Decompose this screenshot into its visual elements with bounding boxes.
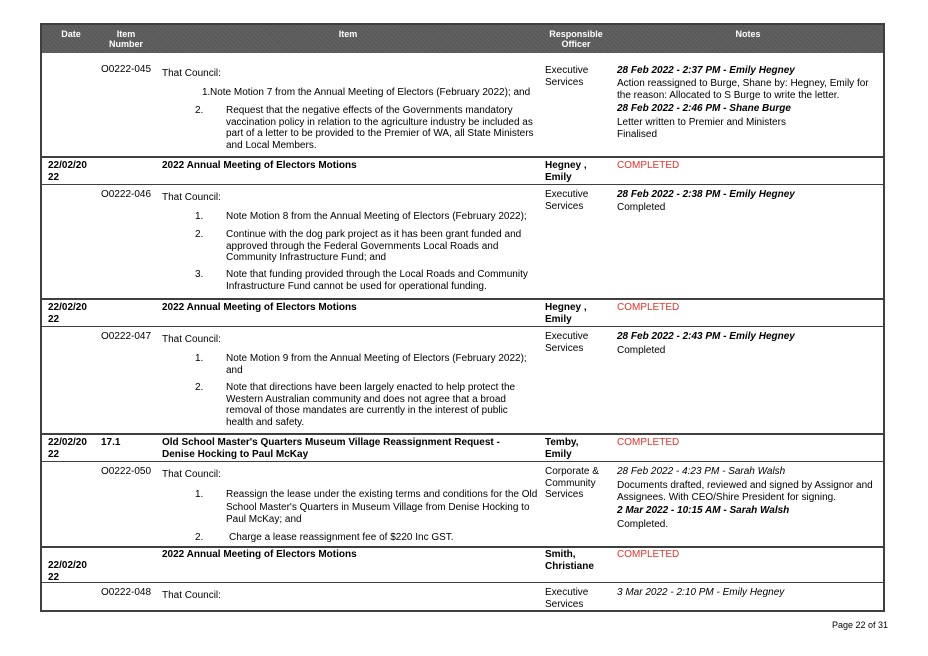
list-item: Note Motion 8 from the Annual Meeting of Electors (February 2022); <box>226 211 527 222</box>
header-date: Date <box>61 29 81 39</box>
row-date: 22/02/20 22 <box>48 437 87 460</box>
responsible-officer: Executive Services <box>545 189 589 212</box>
row-divider <box>42 326 883 327</box>
item-number: O0222-047 <box>101 331 152 342</box>
list-item: Continue with the dog park project as it has been grant funded and approved through the Federal Governments Local Roads and Community Infrastructure Fund; and <box>226 229 522 263</box>
agenda-title: 2022 Annual Meeting of Electors Motions <box>162 160 357 171</box>
row-divider <box>42 298 883 300</box>
row-divider <box>42 546 883 548</box>
responsible-officer: Corporate & Community Services <box>545 466 599 500</box>
responsible-officer: Temby, Emily <box>545 437 579 460</box>
note-heading: 28 Feb 2022 - 2:38 PM - Emily Hegney <box>617 189 795 200</box>
header-item: Item <box>338 29 358 39</box>
item-number: O0222-045 <box>101 64 152 75</box>
council-label: That Council: <box>162 469 221 480</box>
council-label: That Council: <box>162 590 221 601</box>
status-badge: COMPLETED <box>617 549 680 560</box>
row-date: 22/02/20 22 <box>48 560 87 583</box>
council-label: That Council: <box>162 334 221 345</box>
item-number: O0222-048 <box>101 587 152 598</box>
list-item: Request that the negative effects of the Governments mandatory vaccination policy in relation to the agriculture industry be included as part of a letter to be provided to the Premier of WA, all State Ministers and Local Members. <box>226 105 534 151</box>
row-date: 22/02/20 22 <box>48 302 87 325</box>
list-number: 1. <box>195 211 204 222</box>
council-label: That Council: <box>162 68 221 79</box>
note-heading: 2 Mar 2022 - 10:15 AM - Sarah Walsh <box>617 505 790 516</box>
responsible-officer: Hegney , Emily <box>545 302 587 325</box>
note-body: Finalised <box>617 129 658 140</box>
list-number: 2. <box>195 532 204 543</box>
note-heading: 3 Mar 2022 - 2:10 PM - Emily Hegney <box>617 587 785 598</box>
list-number: 2. <box>195 105 204 116</box>
list-item: Note Motion 9 from the Annual Meeting of Electors (February 2022); and <box>226 353 527 376</box>
action-table <box>40 23 885 612</box>
agenda-title: Old School Master's Quarters Museum Village Reassignment Request - Denise Hocking to Paul McKay <box>162 437 500 460</box>
list-number: 1. <box>195 353 204 364</box>
item-number: O0222-046 <box>101 189 152 200</box>
row-divider <box>42 582 883 583</box>
council-label: That Council: <box>162 192 221 203</box>
note-body: Documents drafted, reviewed and signed by Assignor and Assignees. With CEO/Shire President for signing. <box>617 480 873 503</box>
responsible-officer: Executive Services <box>545 587 589 610</box>
row-date: 22/02/20 22 <box>48 160 87 183</box>
list-item: Reassign the lease under the existing terms and conditions for the Old School Master's Quarters in Museum Village from Denise Hocking to Paul McKay; and <box>226 489 538 525</box>
header-item-number: Item Number <box>108 29 143 49</box>
note-heading: 28 Feb 2022 - 2:37 PM - Emily Hegney <box>617 65 795 76</box>
list-number: 1. <box>195 489 204 500</box>
note-heading: 28 Feb 2022 - 2:46 PM - Shane Burge <box>617 103 791 114</box>
header-officer: Responsible Officer <box>549 29 603 49</box>
note-body: Letter written to Premier and Ministers <box>617 117 786 128</box>
note-heading: 28 Feb 2022 - 2:43 PM - Emily Hegney <box>617 331 795 342</box>
status-badge: COMPLETED <box>617 437 680 448</box>
responsible-officer: Executive Services <box>545 65 589 88</box>
list-number: 2. <box>195 229 204 240</box>
list-number: 1. <box>202 87 211 98</box>
table-header <box>42 25 883 53</box>
list-item: Note Motion 7 from the Annual Meeting of Electors (February 2022); and <box>210 87 531 98</box>
list-item: Note that funding provided through the Local Roads and Community Infrastructure Fund cannot be used for operational funding. <box>226 269 528 292</box>
responsible-officer: Executive Services <box>545 331 589 354</box>
list-number: 2. <box>195 382 204 393</box>
item-number: O0222-050 <box>101 466 152 477</box>
header-notes: Notes <box>735 29 761 39</box>
responsible-officer: Hegney , Emily <box>545 160 587 183</box>
note-body: Action reassigned to Burge, Shane by: Hegney, Emily for the reason: Allocated to S Burge to write the letter. <box>617 78 869 101</box>
row-divider <box>42 433 883 435</box>
page-number: Page 22 of 31 <box>831 620 888 630</box>
note-body: Completed <box>617 202 666 213</box>
row-divider <box>42 184 883 185</box>
row-divider <box>42 156 883 158</box>
list-number: 3. <box>195 269 204 280</box>
row-divider <box>42 461 883 462</box>
note-heading: 28 Feb 2022 - 4:23 PM - Sarah Walsh <box>617 466 786 477</box>
list-item: Note that directions have been largely enacted to help protect the Western Australian community and does not agree that a broad removal of those mandates are currently in the interest of public health and safety. <box>226 382 516 428</box>
status-badge: COMPLETED <box>617 302 680 313</box>
note-body: Completed <box>617 345 666 356</box>
note-body: Completed. <box>617 519 669 530</box>
agenda-title: 2022 Annual Meeting of Electors Motions <box>162 302 357 313</box>
responsible-officer: Smith, Christiane <box>545 549 594 572</box>
status-badge: COMPLETED <box>617 160 680 171</box>
list-item: Charge a lease reassignment fee of $220 Inc GST. <box>229 532 454 543</box>
agenda-item-number: 17.1 <box>101 437 121 448</box>
agenda-title: 2022 Annual Meeting of Electors Motions <box>162 549 357 560</box>
